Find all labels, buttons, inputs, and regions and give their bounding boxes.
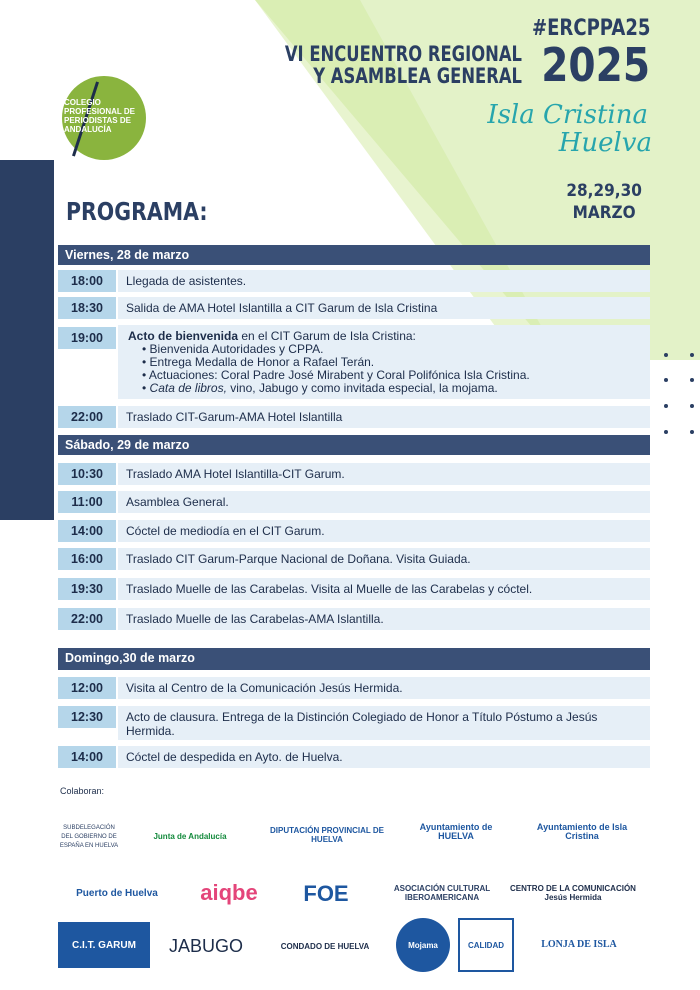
event-text-block	[118, 325, 650, 399]
sponsor-logo-diputacion	[268, 812, 386, 858]
program-title: PROGRAMA:	[66, 197, 208, 226]
place-city: Isla Cristina	[487, 100, 648, 130]
event-row	[58, 463, 650, 485]
sponsor-logo-calidad	[458, 918, 514, 972]
logo-text: COLEGIO PROFESIONAL DE PERIODISTAS DE ANDALUCÍA	[64, 98, 135, 134]
event-row	[58, 297, 650, 319]
bullet-item: • Entrega Medalla de Honor a Rafael Terán.	[128, 356, 642, 369]
sponsor-name: SUBDELEGACIÓN DEL GOBIERNO DE ESPAÑA EN HUELVA	[59, 824, 119, 849]
event-time: 14:00	[58, 746, 116, 768]
event-lead-bold: Acto de bienvenida	[128, 329, 239, 343]
sponsor-logo-lonja	[520, 922, 638, 966]
event-time: 19:30	[58, 578, 116, 600]
sponsor-name: ASOCIACIÓN CULTURAL IBEROAMERICANA	[393, 884, 491, 902]
sponsor-name: Puerto de Huelva	[76, 887, 158, 899]
event-time: 18:00	[58, 270, 116, 292]
event-text: Traslado AMA Hotel Islantilla-CIT Garum.	[118, 463, 650, 485]
event-text: Asamblea General.	[118, 491, 650, 513]
dates-days: 28,29,30	[566, 181, 642, 201]
sponsor-logo-foe	[280, 874, 372, 912]
event-text: Cóctel de mediodía en el CIT Garum.	[118, 520, 650, 542]
left-navy-bar	[0, 160, 54, 520]
sponsor-name: CALIDAD	[468, 940, 504, 950]
event-text: Traslado CIT-Garum-AMA Hotel Islantilla	[118, 406, 650, 428]
event-time: 22:00	[58, 608, 116, 630]
event-text: Visita al Centro de la Comunicación Jesús Hermida.	[118, 677, 650, 699]
event-text: Traslado Muelle de las Carabelas. Visita al Muelle de las Carabelas y cóctel.	[118, 578, 650, 600]
event-text: Salida de AMA Hotel Islantilla a CIT Garum de Isla Cristina	[118, 297, 650, 319]
sponsor-logo-aiqbe	[192, 874, 266, 910]
sponsor-name: aiqbe	[200, 879, 258, 905]
sponsor-name: CENTRO DE LA COMUNICACIÓN Jesús Hermida	[510, 884, 636, 902]
event-text: Cóctel de despedida en Ayto. de Huelva.	[118, 746, 650, 768]
sponsor-name: LONJA DE ISLA	[541, 938, 617, 950]
event-row	[58, 520, 650, 542]
event-time: 22:00	[58, 406, 116, 428]
event-row	[58, 270, 650, 292]
sponsor-name: CONDADO DE HUELVA	[280, 941, 370, 951]
title-line-2: Y ASAMBLEA GENERAL	[313, 64, 522, 88]
bullet-italic-rest: vino, Jabugo y como invitada especial, la mojama.	[226, 381, 498, 395]
sponsor-logo-centro-comunicacion	[510, 874, 636, 912]
sponsor-logo-puerto-huelva	[58, 876, 176, 910]
event-time: 18:30	[58, 297, 116, 319]
bullet-item	[128, 382, 642, 395]
title-line-1: VI ENCUENTRO REGIONAL	[284, 42, 522, 66]
sponsor-logo-condado	[264, 926, 386, 966]
sponsor-name: FOE	[303, 880, 349, 906]
sponsor-logo-subdelegacion	[58, 810, 120, 864]
event-time: 11:00	[58, 491, 116, 513]
sponsor-name: DIPUTACIÓN PROVINCIAL DE HUELVA	[270, 826, 384, 844]
event-text: Traslado Muelle de las Carabelas-AMA Islantilla.	[118, 608, 650, 630]
sponsor-name: Mojama	[408, 940, 438, 950]
sponsor-logo-jabugo	[160, 928, 252, 964]
sponsor-logo-cit-garum	[58, 922, 150, 968]
sponsors-label: Colaboran:	[60, 786, 105, 796]
sponsor-name: Junta de Andalucía	[153, 831, 227, 841]
day-header-sunday: Domingo,30 de marzo	[58, 648, 650, 670]
day-header-saturday: Sábado, 29 de marzo	[58, 435, 650, 455]
event-row	[58, 578, 650, 600]
bullet-item: • Actuaciones: Coral Padre José Mirabent y Coral Polifónica Isla Cristina.	[128, 369, 642, 382]
sponsor-logo-iberoamericana	[388, 874, 496, 912]
dates-month: MARZO	[572, 203, 636, 223]
event-time: 16:00	[58, 548, 116, 570]
place-province: Huelva	[558, 128, 652, 158]
event-row	[58, 608, 650, 630]
event-title	[285, 43, 522, 87]
event-dates	[566, 180, 642, 224]
sponsor-logo-mojama	[396, 918, 450, 972]
sponsor-name: JABUGO	[168, 935, 243, 956]
event-row	[58, 406, 650, 428]
event-lead-rest: en el CIT Garum de Isla Cristina:	[238, 329, 416, 343]
sponsor-logo-junta	[140, 808, 240, 864]
event-row	[58, 548, 650, 570]
event-row	[58, 677, 650, 699]
sponsor-name: Ayuntamiento de HUELVA	[419, 822, 493, 841]
event-time: 10:30	[58, 463, 116, 485]
event-row	[58, 325, 650, 399]
sponsor-name: C.I.T. GARUM	[72, 939, 136, 951]
day-header-friday: Viernes, 28 de marzo	[58, 245, 650, 265]
event-time: 12:00	[58, 677, 116, 699]
event-row	[58, 746, 650, 768]
event-time: 19:00	[58, 327, 116, 349]
bullet-item: • Bienvenida Autoridades y CPPA.	[128, 343, 642, 356]
sponsor-logo-ayto-huelva	[410, 806, 502, 858]
event-text: Acto de clausura. Entrega de la Distinción Colegiado de Honor a Título Póstumo a Jesús Hermida.	[118, 706, 650, 740]
bullet-italic: Cata de libros,	[149, 381, 227, 395]
year: 2025	[541, 38, 650, 92]
sponsor-logo-ayto-isla-cristina	[530, 806, 634, 858]
hashtag: #ERCPPA25	[531, 16, 650, 41]
event-time: 12:30	[58, 706, 116, 728]
event-time: 14:00	[58, 520, 116, 542]
event-text: Llegada de asistentes.	[118, 270, 650, 292]
event-row	[58, 491, 650, 513]
event-lead	[128, 329, 642, 343]
sponsor-name: Ayuntamiento de Isla Cristina	[536, 822, 628, 841]
event-row	[58, 706, 650, 740]
event-text: Traslado CIT Garum-Parque Nacional de Doñana. Visita Guiada.	[118, 548, 650, 570]
